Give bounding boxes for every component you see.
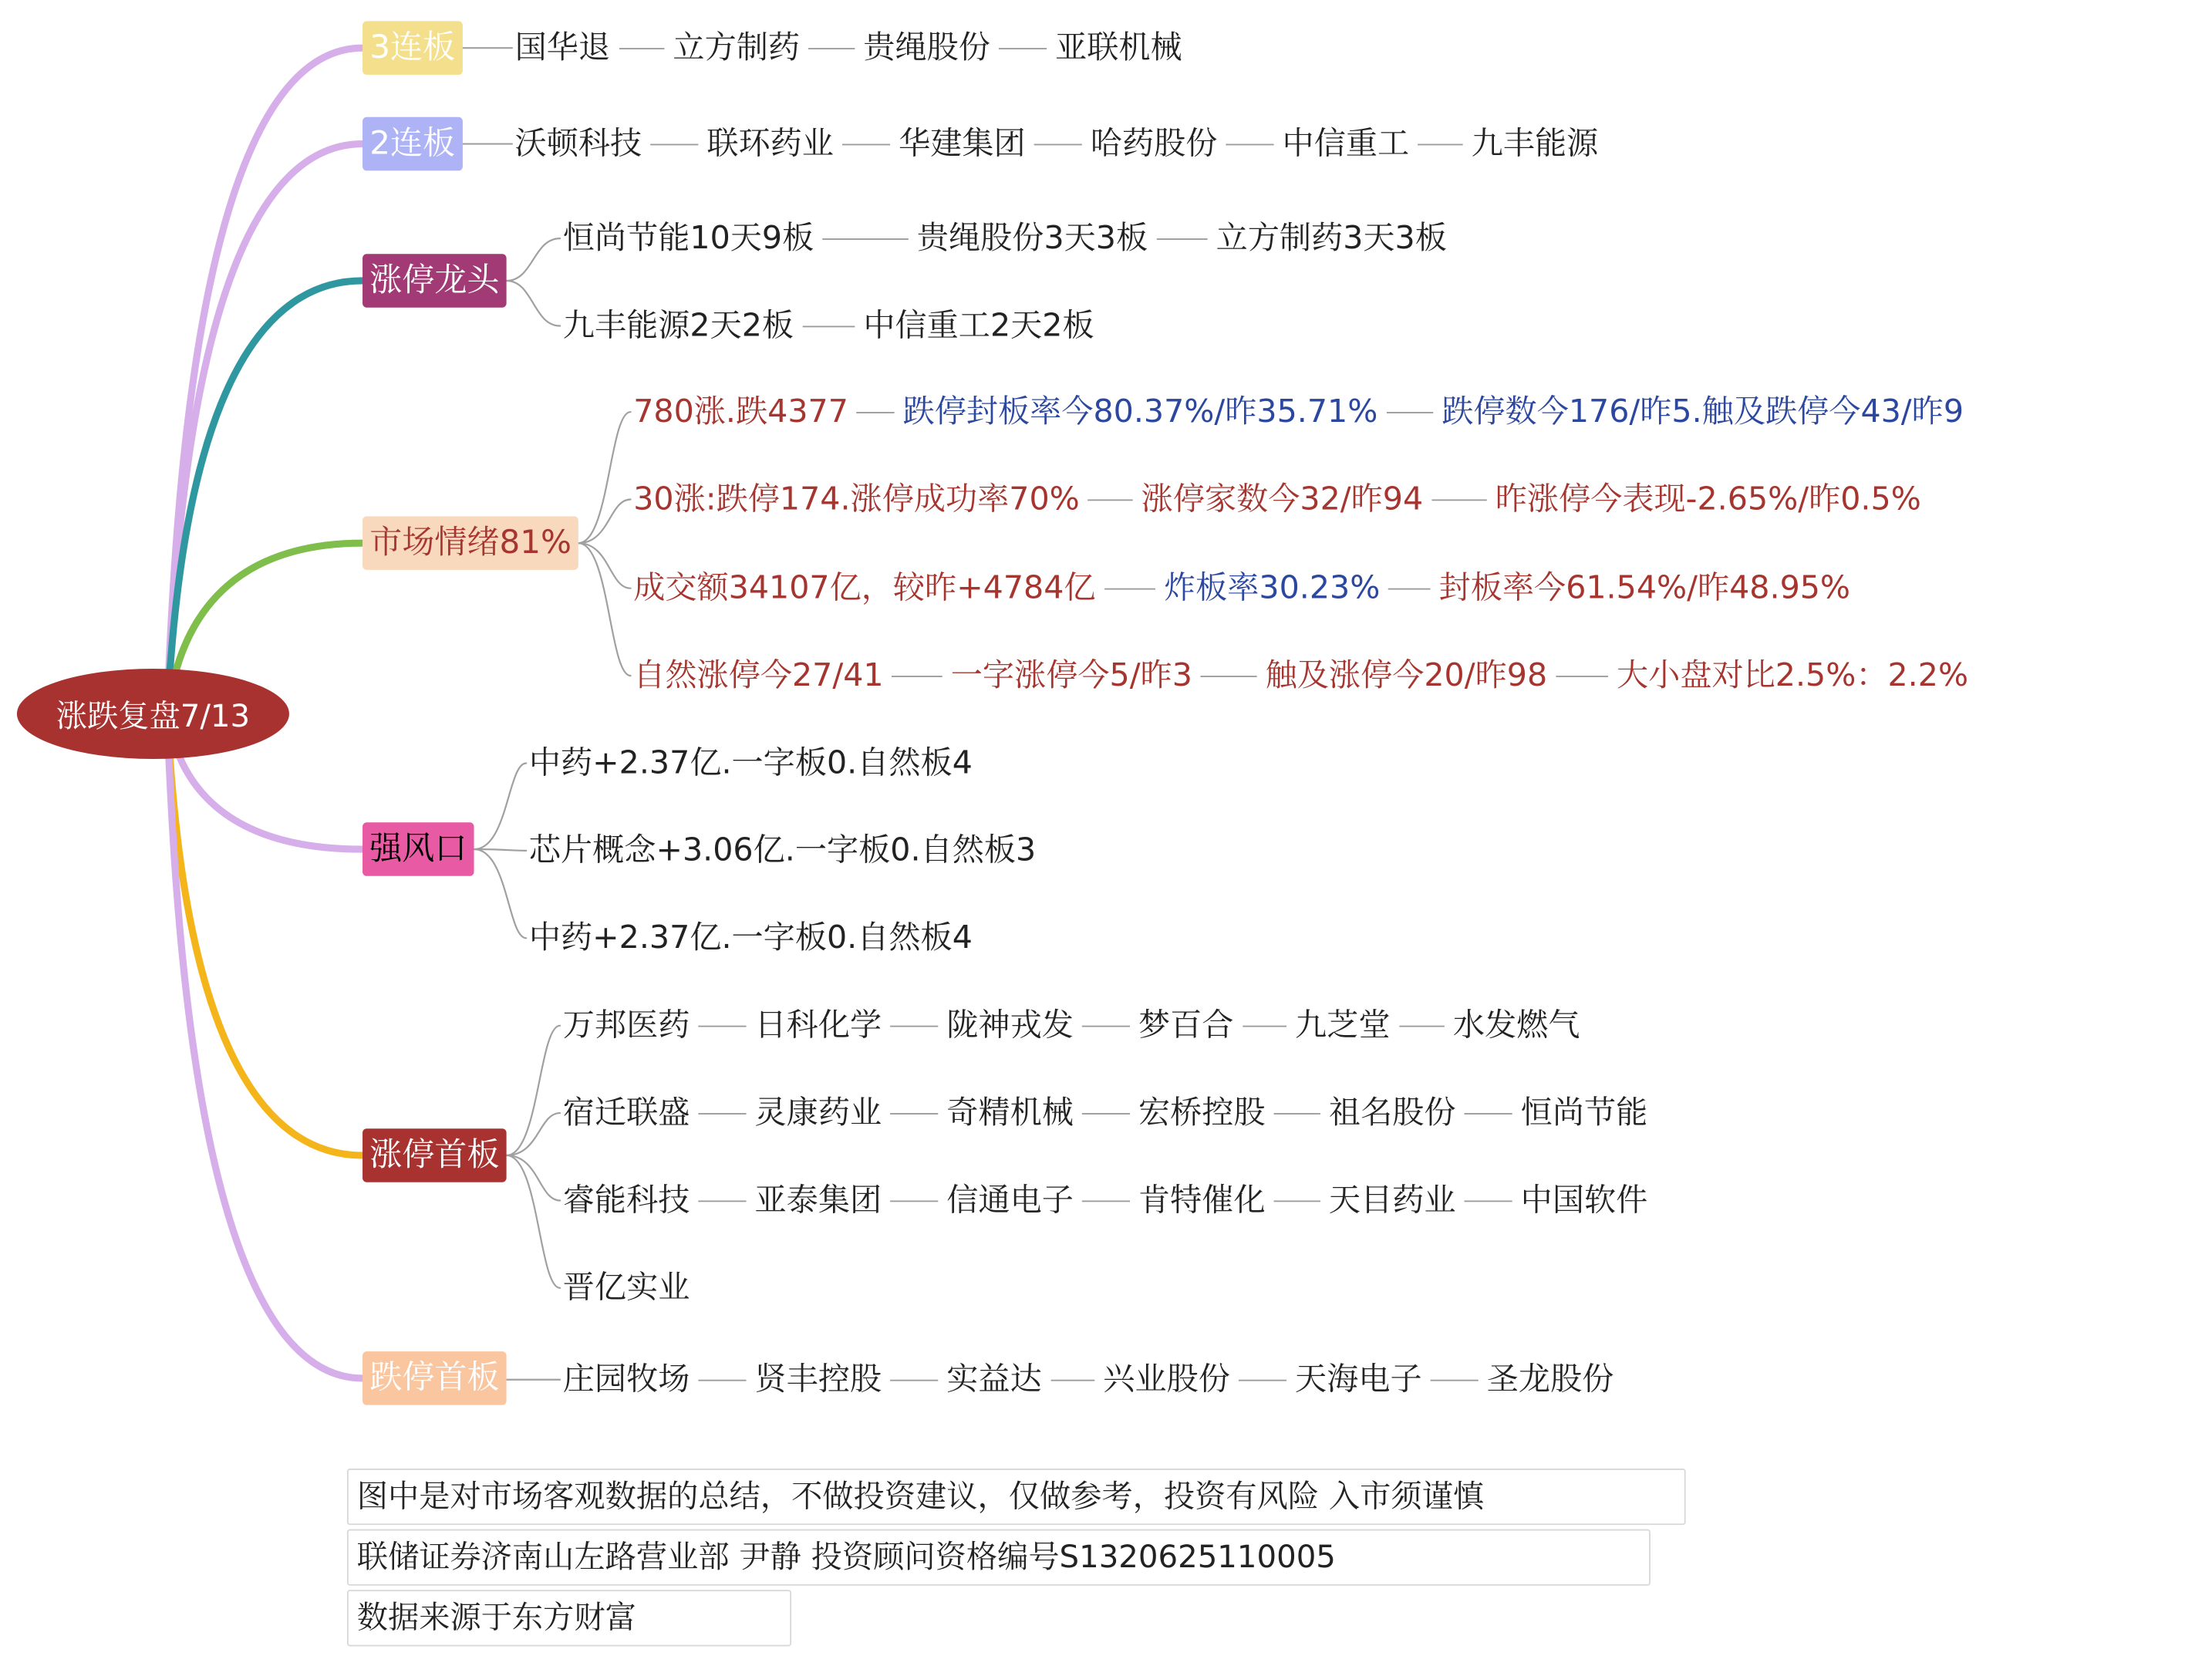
dieting-item: 圣龙股份 [1486,1361,1614,1398]
shouban-item: 晋亿实业 [562,1270,690,1307]
shouban-bracket [507,1155,561,1288]
fengkou-item: 中药+2.37亿.一字板0.自然板4 [528,744,973,782]
dieting-item: 贤丰控股 [754,1361,882,1398]
item-connector [698,1026,746,1027]
shouban-item: 梦百合 [1138,1007,1234,1044]
category-shouban[interactable]: 涨停首板 [362,1128,507,1182]
sentiment-item: 自然涨停今27/41 [633,657,884,694]
shouban-item: 亚泰集团 [754,1182,882,1219]
dieting-item: 实益达 [946,1361,1042,1398]
shouban-item: 肯特催化 [1138,1182,1266,1219]
shouban-bracket [507,1113,561,1155]
item-connector [1226,144,1273,146]
lianban2-item: 哈药股份 [1090,125,1218,163]
shouban-item: 灵康药业 [754,1094,882,1131]
sentiment-bracket [578,543,631,588]
sentiment-item: 涨停家数今32/昨94 [1141,481,1424,518]
longtou-bracket [507,281,561,326]
item-connector [650,144,698,146]
item-connector [892,676,942,677]
longtou-item: 恒尚节能10天9板 [562,220,814,257]
sentiment-item: 成交额34107亿，较昨+4784亿 [633,569,1096,607]
lianban3-item: 国华退 [514,29,611,66]
sentiment-item: 780涨.跌4377 [633,393,848,430]
shouban-item: 九芝堂 [1295,1007,1391,1044]
sentiment-item: 触及涨停今20/昨98 [1265,657,1548,694]
lianban3-item: 亚联机械 [1055,29,1182,66]
fengkou-item: 芯片概念+3.06亿.一字板0.自然板3 [528,832,1037,869]
item-connector [1399,1026,1445,1027]
shouban-item: 睿能科技 [562,1182,690,1219]
item-connector [890,1113,938,1115]
item-connector [1082,1026,1130,1027]
root-node[interactable]: 涨跌复盘7/13 [17,669,289,759]
shouban-item: 天目药业 [1328,1182,1456,1219]
lianban3-item: 贵绳股份 [863,29,990,66]
sentiment-item: 30涨:跌停174.涨停成功率70% [633,481,1080,518]
item-connector [803,325,855,327]
disclaimer-note: 图中是对市场客观数据的总结，不做投资建议，仅做参考，投资有风险 入市须谨慎 [347,1469,1686,1525]
shouban-item: 水发燃气 [1452,1007,1580,1044]
lianban2-item: 中信重工 [1282,125,1410,163]
item-connector [822,238,909,240]
advisor-note: 联储证券济南山左路营业部 尹静 投资顾问资格编号S1320625110005 [347,1529,1651,1586]
item-connector [698,1113,746,1115]
item-connector [1034,144,1082,146]
shouban-item: 奇精机械 [946,1094,1074,1131]
item-connector [1243,1026,1286,1027]
item-connector [890,1200,938,1202]
shouban-item: 恒尚节能 [1520,1094,1648,1131]
longtou-item: 中信重工2天2板 [863,307,1094,345]
shouban-item: 陇神戎发 [946,1007,1074,1044]
sentiment-item: 炸板率30.23% [1163,569,1381,607]
branch-dieting [167,713,362,1378]
item-connector [698,1200,746,1202]
item-connector [1556,676,1608,677]
item-connector [842,144,890,146]
item-connector [1431,1380,1479,1381]
dieting-item: 天海电子 [1295,1361,1422,1398]
longtou-bracket [507,238,561,281]
lianban3-item: 立方制药 [673,29,801,66]
item-connector [1465,1113,1512,1115]
category-market-sentiment[interactable]: 市场情绪81% [362,516,578,570]
shouban-item: 信通电子 [946,1182,1074,1219]
item-connector [1200,676,1256,677]
item-connector [1418,144,1463,146]
sentiment-bracket [578,412,631,543]
shouban-bracket [507,1026,561,1155]
category-3lianban[interactable]: 3连板 [362,21,462,75]
item-connector [1239,1380,1286,1381]
sentiment-item: 一字涨停今5/昨3 [950,657,1192,694]
sentiment-item: 跌停封板率今80.37%/昨35.71% [902,393,1378,430]
item-connector [1387,412,1433,413]
sentiment-bracket [578,499,631,543]
item-connector [1465,1200,1512,1202]
longtou-item: 九丰能源2天2板 [562,307,794,345]
item-connector [1274,1113,1320,1115]
source-note: 数据来源于东方财富 [347,1590,791,1646]
item-connector [1104,588,1155,590]
lianban2-item: 九丰能源 [1471,125,1599,163]
lianban2-item: 联环药业 [706,125,834,163]
shouban-bracket [507,1155,561,1201]
category-2lianban[interactable]: 2连板 [362,117,462,171]
category-dieting[interactable]: 跌停首板 [362,1351,507,1405]
sentiment-bracket [578,543,631,676]
dieting-item: 庄园牧场 [562,1361,690,1398]
sentiment-item: 封板率今61.54%/昨48.95% [1438,569,1851,607]
longtou-item: 贵绳股份3天3板 [916,220,1148,257]
dieting-item: 兴业股份 [1103,1361,1230,1398]
item-connector [698,1380,746,1381]
item-connector [1082,1200,1130,1202]
item-connector [1087,499,1133,501]
item-connector [1082,1113,1130,1115]
lianban2-item: 沃顿科技 [514,125,642,163]
category-fengkou[interactable]: 强风口 [362,822,474,876]
item-connector [890,1026,938,1027]
sentiment-item: 大小盘对比2.5%：2.2% [1617,657,1969,694]
shouban-item: 日科化学 [754,1007,882,1044]
category-longtou[interactable]: 涨停龙头 [362,254,507,308]
fengkou-bracket [474,763,527,849]
item-connector [1388,588,1431,590]
shouban-item: 万邦医药 [562,1007,690,1044]
item-connector [808,48,855,49]
shouban-item: 宿迁联盛 [562,1094,690,1131]
fengkou-item: 中药+2.37亿.一字板0.自然板4 [528,919,973,957]
item-connector [1051,1380,1095,1381]
lianban2-item: 华建集团 [899,125,1026,163]
item-connector [619,48,665,49]
sentiment-item: 跌停数今176/昨5.触及跌停今43/昨9 [1442,393,1964,430]
sentiment-item: 昨涨停今表现-2.65%/昨0.5% [1495,481,1921,518]
item-connector [890,1380,938,1381]
fengkou-bracket [474,849,527,938]
shouban-item: 宏桥控股 [1138,1094,1266,1131]
shouban-item: 祖名股份 [1328,1094,1456,1131]
item-connector [856,412,894,413]
item-connector [1157,238,1208,240]
longtou-item: 立方制药3天3板 [1216,220,1447,257]
shouban-item: 中国软件 [1520,1182,1648,1219]
item-connector [1274,1200,1320,1202]
item-connector [1431,499,1486,501]
item-connector [999,48,1047,49]
